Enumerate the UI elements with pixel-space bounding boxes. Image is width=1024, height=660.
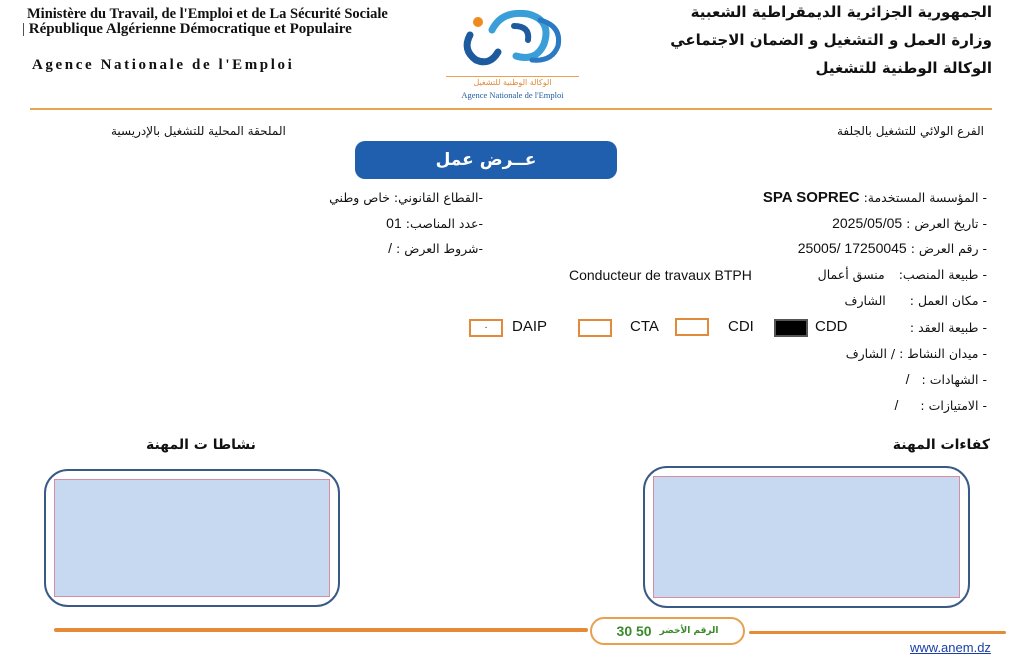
branch-left: الملحقة المحلية للتشغيل بالإدريسية (111, 124, 286, 138)
employer-value: SPA SOPREC (762, 189, 860, 206)
employer-row (763, 189, 987, 206)
conditions-row (388, 240, 483, 256)
conditions-value: / (388, 240, 393, 256)
skills-box-content (653, 476, 960, 598)
workplace-row (845, 293, 987, 308)
header-ar-republic: الجمهورية الجزائرية الديمقراطية الشعبية (690, 3, 992, 21)
branch-right: الفرع الولائي للتشغيل بالجلفة (837, 124, 984, 138)
contract-daip-mark: . (484, 321, 488, 331)
header-fr-ministry: Ministère du Travail, de l'Emploi et de La Sécurité Sociale (27, 6, 388, 22)
sector-row (329, 190, 483, 205)
contract-cta-checkbox[interactable] (578, 319, 612, 337)
skills-title: كفاءات المهنة (892, 437, 990, 453)
green-label: الرقم الأخضر (659, 626, 719, 636)
privileges-value: / (894, 397, 899, 413)
header-fr-republic-text: République Algérienne Démocratique et Populaire (28, 21, 352, 37)
activities-box (44, 469, 340, 607)
contract-cdd-checkbox[interactable] (774, 319, 808, 337)
green-number: 30 50 (616, 623, 652, 639)
privileges-label: - الامتيازات : (920, 398, 987, 413)
activities-title: نشاطا ت المهنة (146, 437, 256, 453)
number-label: - رقم العرض : (910, 241, 987, 256)
contract-daip-label: DAIP (512, 318, 548, 335)
certificates-row (906, 371, 987, 387)
contract-cdi-label: CDI (728, 318, 754, 335)
sector-value: خاص وطني (329, 190, 390, 205)
position-label: - طبيعة المنصب: (898, 267, 987, 282)
sector-label: -القطاع القانوني: (393, 190, 483, 205)
header-fr-republic: | République Algérienne Démocratique et Populaire (22, 21, 352, 37)
certificates-value: / (905, 371, 910, 387)
employer-label: - المؤسسة المستخدمة: (863, 190, 987, 205)
date-row (832, 215, 987, 231)
positions-row (386, 215, 483, 231)
contract-cdi-checkbox[interactable] (675, 318, 709, 336)
number-row (798, 240, 987, 256)
certificates-label: - الشهادات : (921, 372, 987, 387)
positions-value: 01 (386, 215, 402, 231)
date-value: 2025/05/05 (832, 215, 903, 231)
logo-fr-text: Agence Nationale de l'Emploi (461, 90, 564, 100)
contract-cta-label: CTA (630, 318, 659, 335)
website-link[interactable]: www.anem.dz (910, 640, 991, 655)
anem-logo (440, 0, 585, 105)
positions-label: -عدد المناصب: (405, 216, 483, 231)
field-label: - ميدان النشاط : (899, 346, 987, 361)
activities-box-content (54, 479, 330, 597)
footer-line-left (54, 628, 588, 632)
conditions-label: -شروط العرض : (396, 241, 483, 256)
footer-line-right (749, 631, 1006, 634)
contract-cdd-label: CDD (815, 318, 848, 335)
anem-logo-icon (440, 0, 585, 75)
position-ar: منسق أعمال (817, 267, 885, 282)
privileges-row (895, 397, 987, 413)
position-row (818, 267, 987, 282)
contract-daip-checkbox[interactable] (469, 319, 503, 337)
field-value: / الشارف (845, 346, 896, 361)
header-fr-agency: Agence Nationale de l'Emploi (32, 57, 295, 73)
header-ar-ministry: وزارة العمل و التشغيل و الضمان الاجتماعي (670, 31, 992, 49)
date-label: - تاريخ العرض : (906, 216, 987, 231)
logo-ar-text: الوكالة الوطنية للتشغيل (473, 78, 552, 87)
contract-label: - طبيعة العقد : (909, 320, 987, 335)
contract-row (910, 320, 987, 335)
workplace-label: - مكان العمل : (909, 293, 987, 308)
header-divider (30, 108, 992, 110)
field-row (846, 346, 987, 361)
skills-box (643, 466, 970, 608)
position-fr: Conducteur de travaux BTPH (569, 267, 752, 283)
workplace-value: الشارف (844, 293, 886, 308)
header-ar-agency: الوكالة الوطنية للتشغيل (815, 59, 992, 77)
offer-title: عــرض عمل (355, 141, 617, 179)
green-number-badge (590, 617, 745, 645)
number-value: 17250045 /25005 (797, 240, 907, 256)
